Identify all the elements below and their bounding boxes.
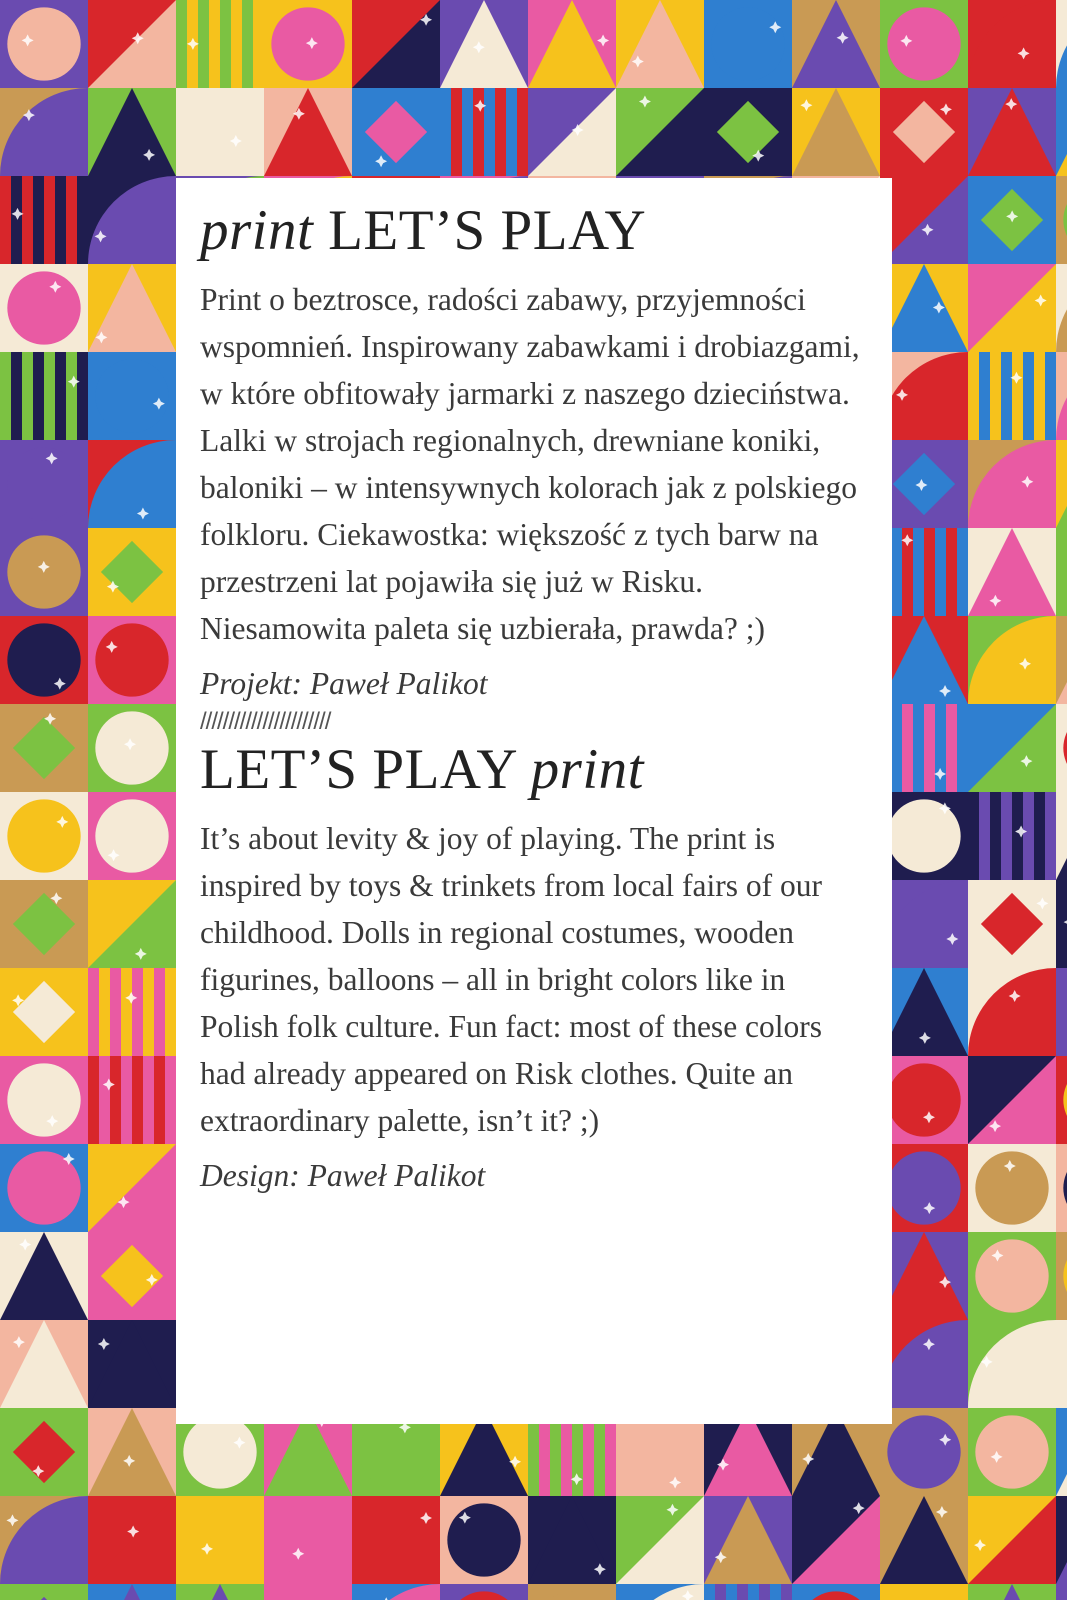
polish-description: Print o beztrosce, radości zabawy, przyjemności wspomnień. Inspirowany zabawkami i drobiazgami, w które obfitowały jarmarki z naszego dzieciństwa. Lalki w strojach regionalnych, drewniane koniki, baloniki – w intensywnych kolorach jak z polskiego folkloru. Ciekawostka: większość z tych barw na przestrzeni lat pojawiła się już w Risku. Niesamowita paleta się uzbierała, prawda? ;) [200, 282, 860, 646]
polish-credit: Projekt: Paweł Palikot [200, 666, 488, 701]
english-credit: Design: Paweł Palikot [200, 1158, 486, 1193]
polish-title [200, 196, 868, 266]
separator: /////////////////////// [200, 708, 331, 735]
english-title-italic: print [530, 738, 644, 801]
polish-title-italic: print [200, 199, 314, 262]
english-description: It’s about levity & joy of playing. The print is inspired by toys & trinkets from local fairs of our childhood. Dolls in regional costumes, wooden figurines, balloons – all in bright colors like in Polish folk culture. Fun fact: most of these colors had already appeared on Risk clothes. Quite an extraordinary palette, isn’t it? ;) [200, 821, 823, 1138]
text-panel [176, 178, 892, 1424]
english-title-main: LET’S PLAY [200, 738, 516, 801]
english-title [200, 735, 868, 805]
polish-title-rest: LET’S PLAY [328, 199, 647, 262]
